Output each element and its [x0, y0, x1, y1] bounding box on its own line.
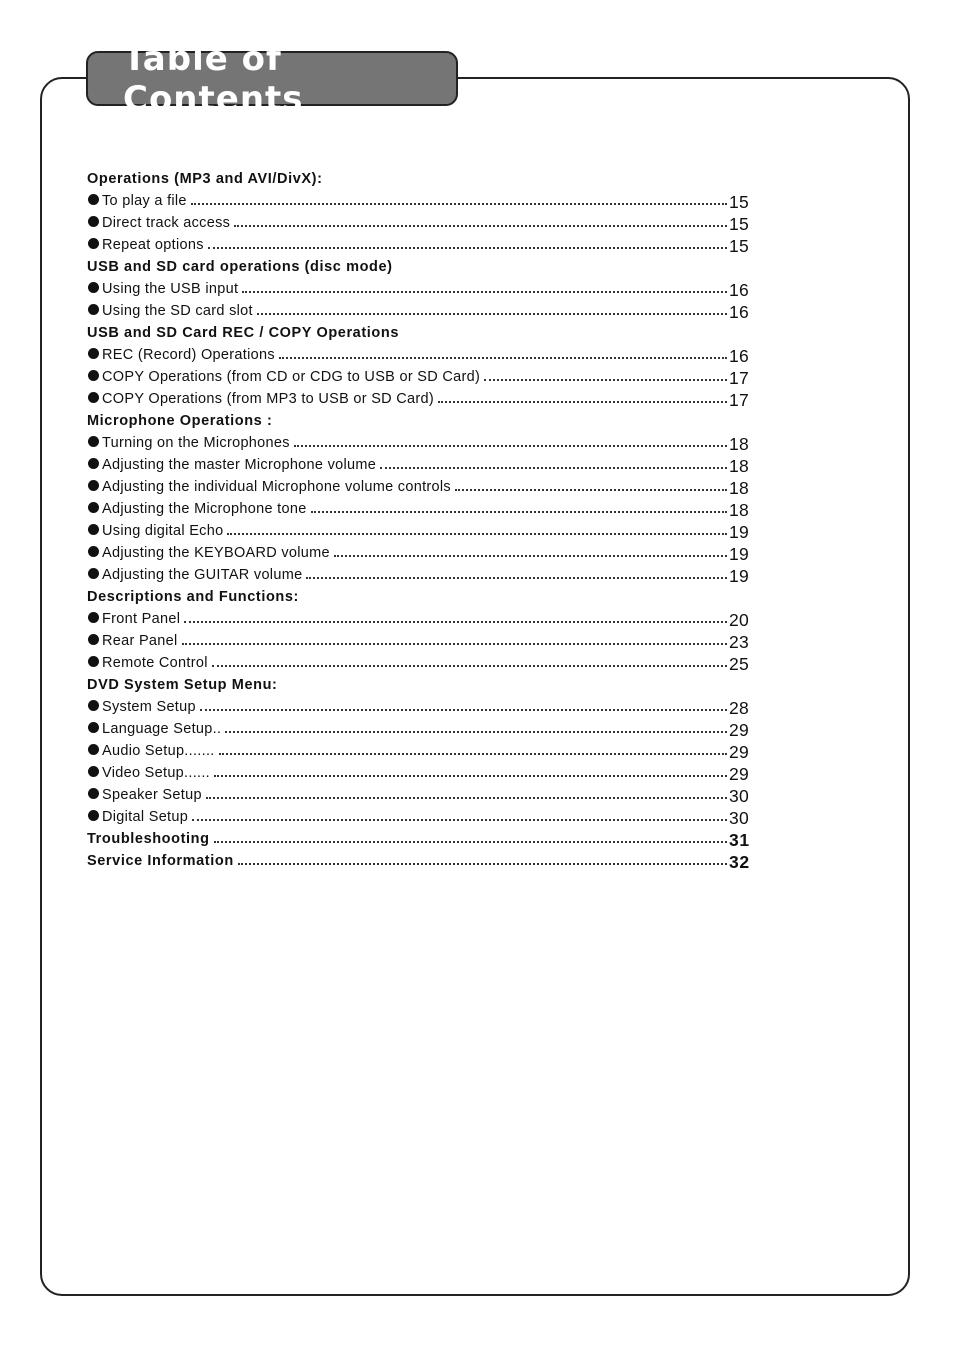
toc-entry-label: Using digital Echo: [102, 523, 224, 539]
toc-entry-label: Speaker Setup: [102, 787, 202, 803]
toc-entry[interactable]: [87, 781, 755, 803]
toc-entry[interactable]: [87, 275, 755, 297]
bullet-icon: [88, 282, 99, 293]
toc-page-number: 18: [729, 500, 750, 517]
toc-page-number: 15: [729, 214, 750, 231]
dot-leader: [200, 699, 727, 711]
toc-entry-label: Adjusting the KEYBOARD volume: [102, 545, 330, 561]
dot-leader: [306, 567, 727, 579]
toc-entry[interactable]: [87, 649, 755, 671]
toc-page-number: 16: [729, 280, 750, 297]
toc-entry[interactable]: [87, 693, 755, 715]
toc-entry[interactable]: [87, 605, 755, 627]
toc-page-number: 19: [729, 522, 750, 539]
bullet-icon: [88, 722, 99, 733]
toc-entry[interactable]: [87, 363, 755, 385]
toc-entry-label: Operations (MP3 and AVI/DivX):: [87, 171, 323, 187]
dot-leader: [380, 457, 727, 469]
dot-leader: [238, 853, 727, 865]
bullet-icon: [88, 194, 99, 205]
toc-entry[interactable]: [87, 231, 755, 253]
toc-entry-label: Digital Setup: [102, 809, 189, 825]
bullet-icon: [88, 766, 99, 777]
toc-entry[interactable]: [87, 297, 755, 319]
bullet-icon: [88, 744, 99, 755]
toc-entry[interactable]: [87, 539, 755, 561]
toc-entry-label: Language Setup..: [102, 721, 222, 737]
toc-page-number: 18: [729, 434, 750, 451]
dot-leader: [455, 479, 727, 491]
dot-leader: [212, 655, 727, 667]
bullet-icon: [88, 612, 99, 623]
toc-page-number: 15: [729, 236, 750, 253]
toc-page-number: 16: [729, 346, 750, 363]
dot-leader: [214, 765, 727, 777]
toc-entry[interactable]: [87, 627, 755, 649]
toc-heading[interactable]: [87, 407, 755, 429]
toc-entry-label: Remote Control: [102, 655, 208, 671]
toc-entry-label: Rear Panel: [102, 633, 178, 649]
bullet-icon: [88, 656, 99, 667]
toc-page-number: 20: [729, 610, 750, 627]
toc-entry-label: USB and SD Card REC / COPY Operations: [87, 325, 399, 341]
dot-leader: [279, 347, 727, 359]
toc-entry-label: Audio Setup.......: [102, 743, 215, 759]
toc-page-number: 30: [729, 808, 750, 825]
toc-page-number: 17: [729, 390, 750, 407]
toc-entry-label: Turning on the Microphones: [102, 435, 290, 451]
toc-list: [87, 165, 755, 869]
toc-page-number: 19: [729, 544, 750, 561]
bullet-icon: [88, 700, 99, 711]
bullet-icon: [88, 502, 99, 513]
dot-leader: [206, 787, 727, 799]
dot-leader: [234, 215, 727, 227]
toc-entry[interactable]: [87, 385, 755, 407]
toc-entry-label: Troubleshooting: [87, 831, 210, 847]
toc-page-number: 18: [729, 456, 750, 473]
toc-entry-label: Adjusting the master Microphone volume: [102, 457, 377, 473]
toc-page-number: 25: [729, 654, 750, 671]
bullet-icon: [88, 370, 99, 381]
toc-heading[interactable]: [87, 165, 755, 187]
toc-page-number: 29: [729, 742, 750, 759]
dot-leader: [484, 369, 727, 381]
dot-leader: [311, 501, 727, 513]
toc-entry-label: Front Panel: [102, 611, 181, 627]
bullet-icon: [88, 392, 99, 403]
toc-entry-label: USB and SD card operations (disc mode): [87, 259, 393, 275]
toc-entry[interactable]: [87, 561, 755, 583]
toc-page-number: 30: [729, 786, 750, 803]
bullet-icon: [88, 458, 99, 469]
toc-entry[interactable]: [87, 341, 755, 363]
toc-entry-label: Direct track access: [102, 215, 231, 231]
bullet-icon: [88, 304, 99, 315]
toc-page-number: 16: [729, 302, 750, 319]
toc-entry-label: Video Setup......: [102, 765, 211, 781]
toc-entry-label: COPY Operations (from CD or CDG to USB or SD Card): [102, 369, 481, 385]
toc-heading[interactable]: [87, 671, 755, 693]
title-tab: [86, 38, 458, 119]
dot-leader: [191, 193, 727, 205]
toc-page-number: 23: [729, 632, 750, 649]
toc-entry-label: Adjusting the Microphone tone: [102, 501, 307, 517]
page-title: Table of Contents: [123, 38, 304, 119]
toc-entry-label: Using the SD card slot: [102, 303, 253, 319]
toc-entry-label: Adjusting the GUITAR volume: [102, 567, 303, 583]
bullet-icon: [88, 634, 99, 645]
toc-entry[interactable]: [87, 517, 755, 539]
dot-leader: [214, 831, 727, 843]
bullet-icon: [88, 348, 99, 359]
toc-entry[interactable]: [87, 187, 755, 209]
dot-leader: [227, 523, 727, 535]
toc-entry-label: Microphone Operations :: [87, 413, 273, 429]
bullet-icon: [88, 788, 99, 799]
toc-entry-label: Descriptions and Functions:: [87, 589, 299, 605]
toc-entry-label: Service Information: [87, 853, 234, 869]
dot-leader: [438, 391, 727, 403]
dot-leader: [208, 237, 727, 249]
toc-entry[interactable]: [87, 495, 755, 517]
toc-page-number: 29: [729, 720, 750, 737]
bullet-icon: [88, 480, 99, 491]
dot-leader: [192, 809, 727, 821]
toc-entry[interactable]: [87, 737, 755, 759]
toc-page-number: 29: [729, 764, 750, 781]
toc-page-number: 18: [729, 478, 750, 495]
bullet-icon: [88, 810, 99, 821]
dot-leader: [257, 303, 727, 315]
toc-page-number: 28: [729, 698, 750, 715]
dot-leader: [225, 721, 727, 733]
bullet-icon: [88, 546, 99, 557]
toc-heading[interactable]: [87, 847, 755, 869]
bullet-icon: [88, 238, 99, 249]
toc-heading[interactable]: [87, 319, 755, 341]
dot-leader: [219, 743, 727, 755]
toc-heading[interactable]: [87, 583, 755, 605]
toc-entry-label: To play a file: [102, 193, 187, 209]
dot-leader: [182, 633, 727, 645]
toc-entry-label: Adjusting the individual Microphone volume controls: [102, 479, 451, 495]
toc-page-number: 19: [729, 566, 750, 583]
toc-entry[interactable]: [87, 451, 755, 473]
toc-page-number: 15: [729, 192, 750, 209]
bullet-icon: [88, 216, 99, 227]
bullet-icon: [88, 524, 99, 535]
toc-page-number: 17: [729, 368, 750, 385]
dot-leader: [242, 281, 727, 293]
toc-entry[interactable]: [87, 715, 755, 737]
bullet-icon: [88, 436, 99, 447]
toc-page-number: 32: [729, 852, 750, 869]
bullet-icon: [88, 568, 99, 579]
toc-entry[interactable]: [87, 429, 755, 451]
toc-entry-label: System Setup: [102, 699, 196, 715]
toc-heading[interactable]: [87, 825, 755, 847]
toc-heading[interactable]: [87, 253, 755, 275]
toc-entry[interactable]: [87, 803, 755, 825]
toc-entry[interactable]: [87, 209, 755, 231]
toc-entry[interactable]: [87, 759, 755, 781]
dot-leader: [334, 545, 727, 557]
toc-page-number: 31: [729, 830, 750, 847]
toc-entry[interactable]: [87, 473, 755, 495]
dot-leader: [184, 611, 727, 623]
toc-entry-label: DVD System Setup Menu:: [87, 677, 278, 693]
toc-entry-label: REC (Record) Operations: [102, 347, 275, 363]
dot-leader: [294, 435, 727, 447]
toc-entry-label: COPY Operations (from MP3 to USB or SD Card): [102, 391, 435, 407]
toc-entry-label: Using the USB input: [102, 281, 239, 297]
toc-entry-label: Repeat options: [102, 237, 204, 253]
